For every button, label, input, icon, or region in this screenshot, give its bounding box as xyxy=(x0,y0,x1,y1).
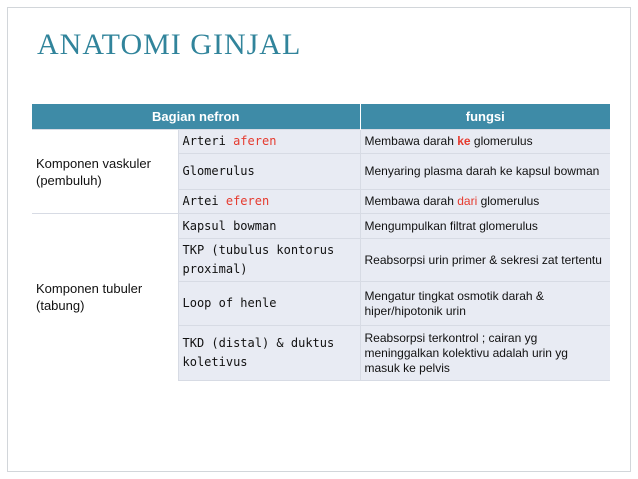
func-cell: Mengumpulkan filtrat glomerulus xyxy=(360,214,610,239)
func-cell xyxy=(360,190,610,214)
part-cell xyxy=(178,190,360,214)
part-highlight: eferen xyxy=(225,194,270,208)
func-cell: Menyaring plasma darah ke kapsul bowman xyxy=(360,154,610,190)
func-cell xyxy=(360,130,610,154)
group-tubuler: Komponen tubuler (tabung) xyxy=(32,214,178,381)
part-cell: TKP (tubulus kontorus proximal) xyxy=(178,239,360,282)
part-cell xyxy=(178,130,360,154)
part-cell: TKD (distal) & duktus koletivus xyxy=(178,326,360,381)
func-cell: Reabsorpsi urin primer & sekresi zat tertentu xyxy=(360,239,610,282)
header-fungsi: fungsi xyxy=(360,104,610,130)
func-text: Membawa darah xyxy=(364,194,458,208)
func-cell: Mengatur tingkat osmotik darah & hiper/hipotonik urin xyxy=(360,282,610,326)
part-cell: Loop of henle xyxy=(178,282,360,326)
nefron-table xyxy=(32,104,610,381)
func-highlight: ke xyxy=(457,134,471,148)
part-cell: Glomerulus xyxy=(178,154,360,190)
func-cell: Reabsorpsi terkontrol ; cairan yg meninggalkan kolektivu adalah urin yg masuk ke pelvis xyxy=(360,326,610,381)
part-highlight: aferen xyxy=(233,134,277,148)
header-bagian-nefron: Bagian nefron xyxy=(32,104,360,130)
part-cell: Kapsul bowman xyxy=(178,214,360,239)
page-title: ANATOMI GINJAL xyxy=(37,28,302,61)
func-text: Membawa darah xyxy=(364,134,458,148)
table-row xyxy=(32,214,610,239)
func-text: glomerulus xyxy=(477,194,540,208)
func-text: glomerulus xyxy=(470,134,533,148)
func-highlight: dari xyxy=(457,194,478,208)
table-row xyxy=(32,130,610,154)
table-header-row xyxy=(32,104,610,130)
part-text: Arteri xyxy=(182,134,234,148)
group-vaskuler: Komponen vaskuler (pembuluh) xyxy=(32,130,178,214)
part-text: Artei xyxy=(182,194,226,208)
